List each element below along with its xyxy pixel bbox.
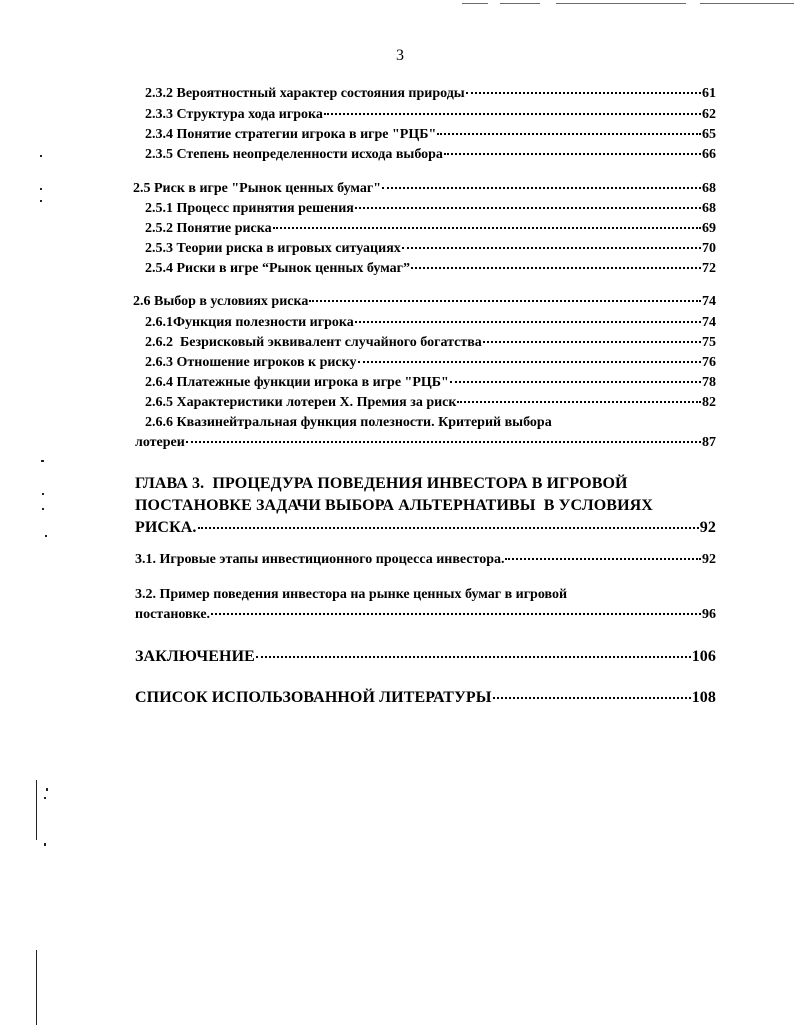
- toc-chapter: [135, 646, 716, 668]
- toc-entry-page: 76: [702, 355, 716, 370]
- toc-entry-page: 62: [702, 107, 716, 122]
- toc-entry-page: 65: [702, 127, 716, 142]
- dot-leader: [186, 441, 701, 443]
- dot-leader: [505, 558, 701, 560]
- toc-entry-title: 2.6.4 Платежные функции игрока в игре "РЦБ": [145, 375, 449, 390]
- toc-entry-title: лотереи: [135, 435, 185, 450]
- scan-edge-line: [36, 780, 37, 840]
- toc-section: [135, 550, 716, 570]
- toc-section: [133, 179, 716, 199]
- toc-entry-page: 68: [702, 181, 716, 196]
- scan-edge-line: [36, 950, 37, 1025]
- dot-leader: [466, 92, 701, 94]
- dot-leader: [457, 401, 701, 403]
- toc-section: [133, 292, 716, 312]
- toc-entry-page: 87: [702, 435, 716, 450]
- toc-entry-title: 3.1. Игровые этапы инвестиционного процесса инвестора.: [135, 552, 505, 567]
- toc-entry-title: 2.3.5 Степень неопределенности исхода выбора: [145, 147, 443, 162]
- toc-entry-title: 2.3.2 Вероятностный характер состояния природы: [145, 86, 465, 101]
- toc-entry-title: 2.6.3 Отношение игроков к риску: [145, 355, 357, 370]
- toc-entry-title: 2.5.4 Риски в игре “Рынок ценных бумаг”: [145, 261, 410, 276]
- toc-entry-page: 72: [702, 261, 716, 276]
- scan-edge-line: [700, 3, 794, 4]
- toc-entry: [145, 239, 716, 259]
- scan-edge-line: [500, 3, 540, 4]
- scan-speck: [42, 493, 44, 495]
- toc-entry-title-line: 2.6.6 Квазинейтральная функция полезности. Критерий выбора: [145, 415, 552, 430]
- toc-chapter: [135, 687, 716, 709]
- scan-speck: [41, 460, 44, 462]
- dot-leader: [402, 247, 701, 249]
- toc-entry-page: 92: [699, 519, 716, 536]
- dot-leader: [493, 697, 691, 699]
- toc-chapter: [135, 473, 716, 539]
- dot-leader: [355, 321, 701, 323]
- toc-entry-title: 2.5.1 Процесс принятия решения: [145, 201, 354, 216]
- scan-speck: [44, 843, 46, 846]
- toc-entry: [145, 84, 716, 104]
- scan-speck: [40, 188, 42, 190]
- dot-leader: [256, 656, 691, 658]
- toc-entry-page: 75: [702, 335, 716, 350]
- toc-entry-page: 92: [702, 552, 716, 567]
- toc-entry-title: РИСКА.: [135, 519, 197, 536]
- scan-speck: [40, 155, 42, 157]
- toc-entry-title: 2.6 Выбор в условиях риска: [133, 294, 309, 309]
- toc-entry-page: 108: [691, 689, 716, 706]
- toc-entry: [145, 353, 716, 373]
- dot-leader: [211, 613, 701, 615]
- toc-entry-page: 106: [691, 648, 716, 665]
- toc-entry: [145, 393, 716, 413]
- toc-entry-page: 96: [702, 607, 716, 622]
- toc-entry-title: 2.5.3 Теории риска в игровых ситуациях: [145, 241, 401, 256]
- scan-speck: [44, 797, 46, 799]
- scan-speck: [45, 535, 47, 537]
- dot-leader: [273, 227, 701, 229]
- scan-speck: [42, 508, 44, 510]
- toc-entry: [145, 125, 716, 145]
- toc-entry-page: 66: [702, 147, 716, 162]
- toc-entry: [135, 413, 716, 453]
- scan-speck: [40, 200, 42, 202]
- dot-leader: [309, 300, 701, 302]
- toc-entry: [145, 313, 716, 333]
- dot-leader: [324, 113, 701, 115]
- toc-entry: [145, 199, 716, 219]
- toc-entry: [145, 333, 716, 353]
- dot-leader: [450, 381, 701, 383]
- toc-entry-title-line: ПОСТАНОВКЕ ЗАДАЧИ ВЫБОРА АЛЬТЕРНАТИВЫ В УСЛОВИЯХ: [135, 497, 653, 514]
- toc-entry-page: 69: [702, 221, 716, 236]
- dot-leader: [437, 133, 701, 135]
- toc-entry-title: ЗАКЛЮЧЕНИЕ: [135, 648, 255, 665]
- toc-entry-title: 2.5.2 Понятие риска: [145, 221, 272, 236]
- scan-edge-line: [556, 3, 686, 4]
- dot-leader: [382, 187, 701, 189]
- toc-entry-title: 2.5 Риск в игре "Рынок ценных бумаг": [133, 181, 381, 196]
- toc-entry-title: 2.6.5 Характеристики лотереи X. Премия за риск: [145, 395, 457, 410]
- toc-entry-title-line: ГЛАВА 3. ПРОЦЕДУРА ПОВЕДЕНИЯ ИНВЕСТОРА В ИГРОВОЙ: [135, 475, 628, 492]
- toc-entry-page: 82: [702, 395, 716, 410]
- scan-edge-line: [462, 3, 488, 4]
- toc-entry-page: 68: [702, 201, 716, 216]
- toc-entry-title: 2.3.4 Понятие стратегии игрока в игре "РЦБ": [145, 127, 437, 142]
- toc-entry: [145, 259, 716, 279]
- toc-entry-page: 74: [702, 294, 716, 309]
- dot-leader: [483, 341, 701, 343]
- toc-entry-title: 2.6.1Функция полезности игрока: [145, 315, 354, 330]
- toc-entry: [145, 219, 716, 239]
- toc-section: [135, 585, 716, 625]
- page-number: 3: [396, 47, 404, 64]
- toc-entry: [145, 373, 716, 393]
- toc-entry-page: 74: [702, 315, 716, 330]
- dot-leader: [411, 267, 701, 269]
- toc-entry-title: СПИСОК ИСПОЛЬЗОВАННОЙ ЛИТЕРАТУРЫ: [135, 689, 492, 706]
- dot-leader: [198, 527, 699, 529]
- toc-entry-title: 2.6.2 Безрисковый эквивалент случайного богатства: [145, 335, 482, 350]
- toc-entry-title-line: 3.2. Пример поведения инвестора на рынке ценных бумаг в игровой: [135, 587, 568, 602]
- dot-leader: [355, 207, 701, 209]
- toc-entry: [145, 105, 716, 125]
- toc-entry-page: 78: [702, 375, 716, 390]
- scan-speck: [46, 788, 48, 791]
- dot-leader: [444, 153, 701, 155]
- toc-entry: [145, 145, 716, 165]
- toc-entry-page: 70: [702, 241, 716, 256]
- dot-leader: [358, 361, 701, 363]
- toc-entry-page: 61: [702, 86, 716, 101]
- toc-entry-title: постановке.: [135, 607, 211, 622]
- toc-entry-title: 2.3.3 Структура хода игрока: [145, 107, 323, 122]
